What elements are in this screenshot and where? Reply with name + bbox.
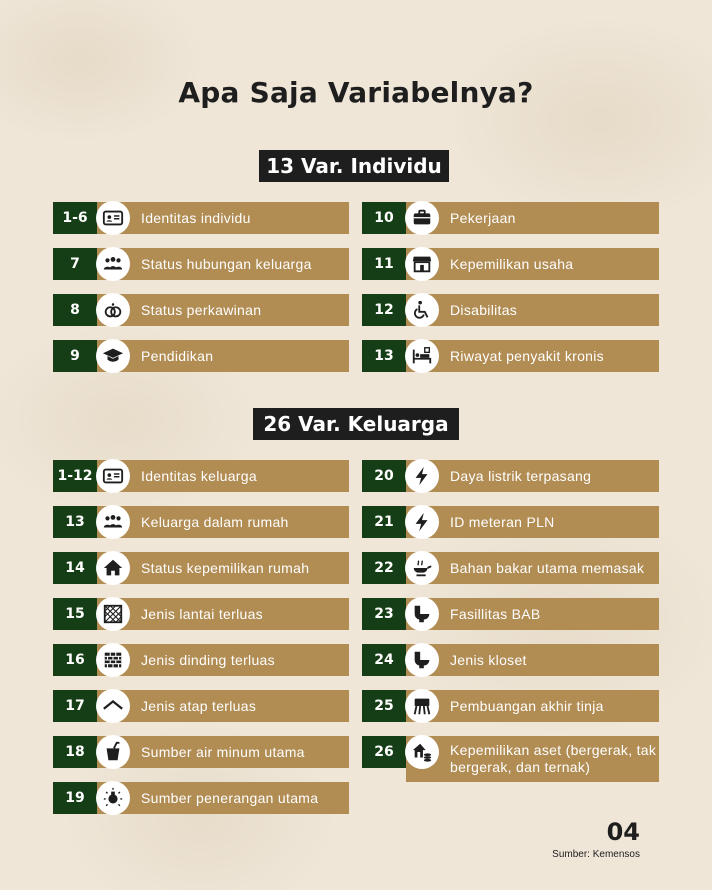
variable-label: Identitas individu (97, 202, 349, 234)
variable-number: 1-12 (53, 460, 97, 492)
variable-number: 10 (362, 202, 406, 234)
lightning-icon (405, 459, 439, 493)
toilet-icon (405, 597, 439, 631)
light-bulb-icon (96, 781, 130, 815)
cooking-stove-icon (405, 551, 439, 585)
variable-label: Pendidikan (97, 340, 349, 372)
variable-row (362, 690, 659, 722)
variable-label: Keluarga dalam rumah (97, 506, 349, 538)
brick-wall-icon (96, 643, 130, 677)
variable-number: 23 (362, 598, 406, 630)
variable-label: ID meteran PLN (406, 506, 659, 538)
lightning-icon (405, 505, 439, 539)
source-note: Sumber: Kemensos (552, 849, 640, 860)
variable-number: 14 (53, 552, 97, 584)
variable-label: Jenis atap terluas (97, 690, 349, 722)
page-number: 04 (606, 818, 640, 846)
variable-number: 8 (53, 294, 97, 326)
variable-row (362, 644, 659, 676)
variable-label: Status perkawinan (97, 294, 349, 326)
variable-row (362, 294, 659, 326)
variable-row (53, 506, 349, 538)
variable-number: 1-6 (53, 202, 97, 234)
variable-row (53, 248, 349, 280)
variable-label: Pembuangan akhir tinja (406, 690, 659, 722)
variable-label: Kepemilikan usaha (406, 248, 659, 280)
wedding-rings-icon (96, 293, 130, 327)
variable-row (53, 552, 349, 584)
id-card-icon (96, 201, 130, 235)
variable-row (53, 736, 349, 768)
variable-label: Fasillitas BAB (406, 598, 659, 630)
variable-row (53, 782, 349, 814)
variable-number: 9 (53, 340, 97, 372)
section-header-individu: 13 Var. Individu (259, 150, 449, 182)
variable-number: 15 (53, 598, 97, 630)
variable-number: 26 (362, 736, 406, 768)
variable-number: 18 (53, 736, 97, 768)
roof-icon (96, 689, 130, 723)
variable-number: 11 (362, 248, 406, 280)
septic-tank-icon (405, 689, 439, 723)
variable-label: Bahan bakar utama memasak (406, 552, 659, 584)
house-icon (96, 551, 130, 585)
variable-label: Daya listrik terpasang (406, 460, 659, 492)
variable-number: 25 (362, 690, 406, 722)
variable-number: 17 (53, 690, 97, 722)
variable-number: 22 (362, 552, 406, 584)
variable-row (53, 690, 349, 722)
page-title: Apa Saja Variabelnya? (178, 76, 534, 109)
variable-label: Kepemilikan aset (bergerak, tak bergerak, dan ternak) (406, 736, 659, 782)
variable-row (362, 552, 659, 584)
assets-house-icon (405, 735, 439, 769)
variable-label: Status hubungan keluarga (97, 248, 349, 280)
people-group-icon (96, 247, 130, 281)
people-group-icon (96, 505, 130, 539)
variable-label: Riwayat penyakit kronis (406, 340, 659, 372)
variable-number: 12 (362, 294, 406, 326)
variable-row (362, 202, 659, 234)
variable-row (53, 294, 349, 326)
variable-row (53, 460, 349, 492)
variable-number: 19 (53, 782, 97, 814)
wheelchair-icon (405, 293, 439, 327)
briefcase-icon (405, 201, 439, 235)
variable-number: 24 (362, 644, 406, 676)
variable-label: Identitas keluarga (97, 460, 349, 492)
drinking-cup-icon (96, 735, 130, 769)
variable-row (53, 202, 349, 234)
hospital-bed-icon (405, 339, 439, 373)
floor-tile-icon (96, 597, 130, 631)
variable-number: 13 (362, 340, 406, 372)
graduation-cap-icon (96, 339, 130, 373)
id-card-icon (96, 459, 130, 493)
shop-icon (405, 247, 439, 281)
toilet-icon (405, 643, 439, 677)
variable-number: 21 (362, 506, 406, 538)
variable-label: Sumber penerangan utama (97, 782, 349, 814)
variable-row (362, 736, 659, 782)
variable-label: Disabilitas (406, 294, 659, 326)
variable-number: 20 (362, 460, 406, 492)
variable-row (362, 248, 659, 280)
variable-row (362, 340, 659, 372)
variable-number: 13 (53, 506, 97, 538)
variable-label: Status kepemilikan rumah (97, 552, 349, 584)
variable-number: 7 (53, 248, 97, 280)
variable-label: Jenis dinding terluas (97, 644, 349, 676)
variable-label: Jenis kloset (406, 644, 659, 676)
variable-row (53, 340, 349, 372)
section-header-keluarga: 26 Var. Keluarga (253, 408, 459, 440)
variable-label: Sumber air minum utama (97, 736, 349, 768)
variable-label: Jenis lantai terluas (97, 598, 349, 630)
variable-row (362, 506, 659, 538)
variable-number: 16 (53, 644, 97, 676)
variable-row (53, 598, 349, 630)
variable-row (362, 598, 659, 630)
variable-label: Pekerjaan (406, 202, 659, 234)
variable-row (362, 460, 659, 492)
variable-row (53, 644, 349, 676)
